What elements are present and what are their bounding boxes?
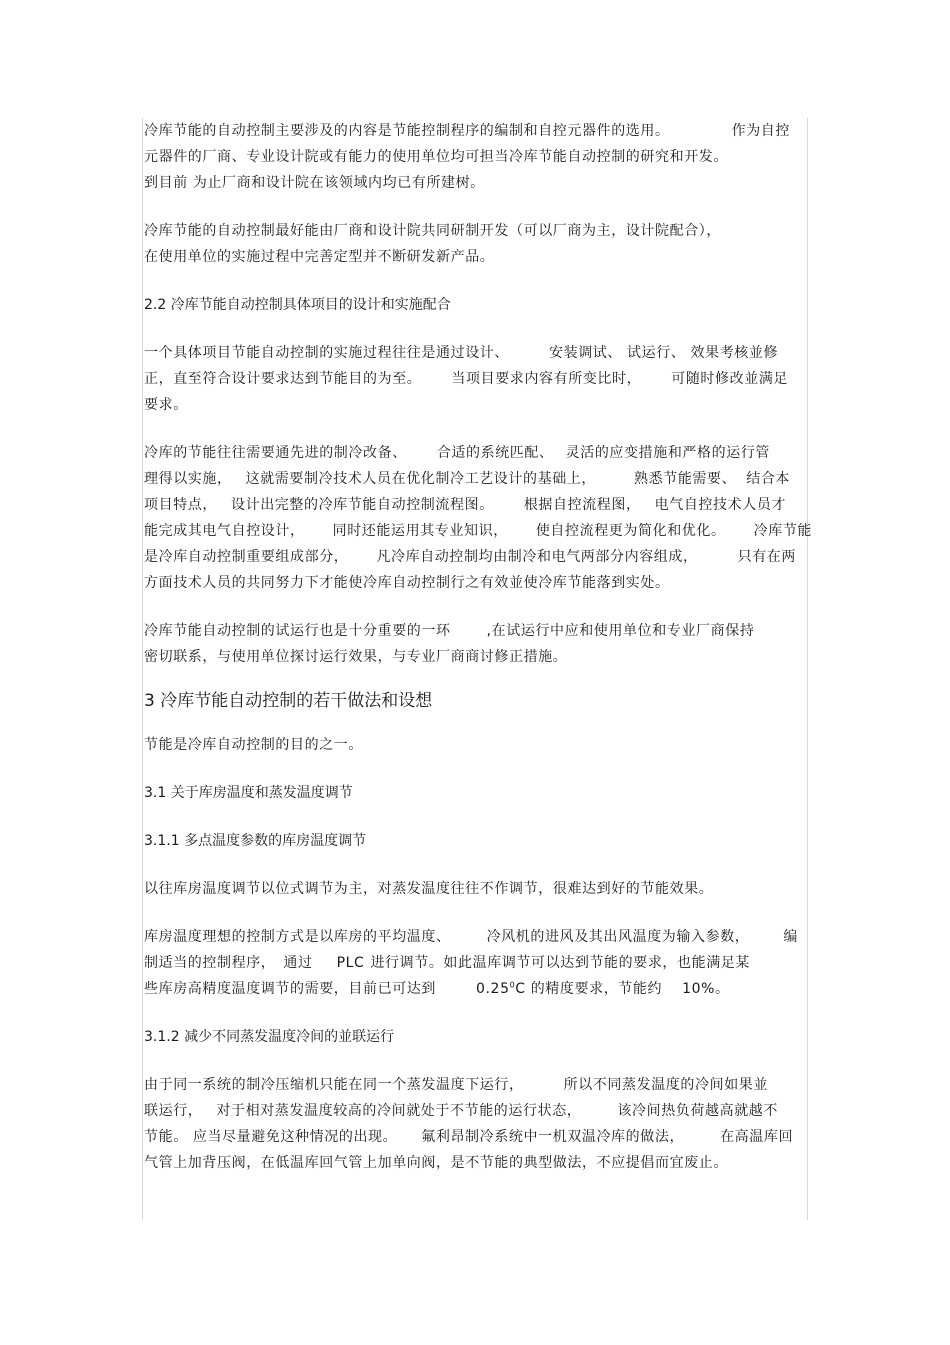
text-segment: 一个具体项目节能自动控制的实施过程往往是通过设计、 [144, 345, 509, 361]
text-line: 冷库节能的自动控制最好能由厂商和设计院共同研制开发（可以厂商为主，设计院配合）， [144, 223, 721, 239]
text-segment: 正，直至符合设计要求达到节能目的为至。 [144, 371, 422, 387]
section-heading-3-1-2: 3.1.2 减少不同蒸发温度冷间的並联运行 [144, 1029, 395, 1045]
text-segment: 理得以实施， [144, 471, 232, 487]
section-heading-3: 3 冷库节能自动控制的若干做法和设想 [144, 691, 433, 711]
text-line: 到目前 为止厂商和设计院在该领域内均已有所建树。 [144, 175, 485, 191]
text-segment: 该冷间热负荷越高就越不 [617, 1103, 779, 1119]
text-line: 元器件的厂商、专业设计院或有能力的使用单位均可担当冷库节能自动控制的研究和开发。 [144, 149, 728, 165]
text-segment: 所以不同蒸发温度的冷间如果並 [563, 1077, 769, 1093]
text-segment: 这就需要制冷技术人员在优化制冷工艺设计的基础上， [245, 471, 597, 487]
text-segment: 在高温库回 [720, 1129, 794, 1145]
text-line: 节能是冷库自动控制的目的之一。 [144, 737, 363, 753]
paragraph-4 [144, 440, 813, 596]
text-segment: 只有在两 [737, 549, 797, 565]
paragraph-9 [144, 1072, 806, 1176]
text-segment: 冷库的节能往往需要通先进的制冷改备、 [144, 445, 407, 461]
text-line: 作为自控 [731, 123, 791, 139]
text-segment: 当项目要求内容有所变比时， [451, 371, 642, 387]
paragraph-2 [144, 218, 806, 270]
text-segment: 联运行， [144, 1103, 203, 1119]
section-heading-3-1: 3.1 关于库房温度和蒸发温度调节 [144, 785, 353, 801]
precision-value: 0.25 [476, 981, 510, 997]
text-segment: ,在试运行中应和使用单位和专业厂商保持 [486, 623, 755, 639]
text-segment: 进行调节。如此温库调节可以达到节能的要求，也能满足某 [370, 955, 751, 971]
text-segment: 熟悉节能需要、 [634, 471, 737, 487]
text-segment: 凡冷库自动控制均由制冷和电气两部分内容组成， [376, 549, 698, 565]
text-segment: 结合本 [746, 471, 791, 487]
text-line: 冷库节能的自动控制主要涉及的内容是节能控制程序的编制和自控元器件的选用。 [144, 123, 670, 139]
paragraph-7 [144, 876, 806, 902]
paragraph-8 [144, 924, 806, 1002]
text-segment: 冷库节能自动控制的试运行也是十分重要的一环 [144, 623, 451, 639]
paragraph-6 [144, 732, 806, 758]
text-segment: 通过 [283, 955, 313, 971]
text-segment: 同时还能运用其专业知识， [332, 523, 508, 539]
text-segment: 由于同一系统的制冷压缩机只能在同一个蒸发温度下运行， [144, 1077, 524, 1093]
text-segment: 密切联系，与使用单位探讨运行效果，与专业厂商商讨修正措施。 [144, 649, 568, 665]
text-segment: 氟利昂制冷系统中一机双温冷库的做法， [421, 1129, 685, 1145]
text-segment: 制适当的控制程序， [144, 955, 276, 971]
text-segment: 些库房高精度温度调节的需要，目前已可达到 [144, 981, 436, 997]
text-segment: 合适的系统匹配、 [436, 445, 554, 461]
text-segment: 项目特点， [144, 497, 217, 513]
text-segment: 对于相对蒸发温度较高的冷间就处于不节能的运行状态， [216, 1103, 582, 1119]
text-segment: 编 [783, 929, 799, 945]
document-body [144, 118, 813, 1176]
text-segment: 要求。 [144, 397, 188, 413]
text-segment: 灵活的应变措施和严格的运行管 [565, 445, 771, 461]
text-segment: 使自控流程更为简化和优化。 [535, 523, 726, 539]
text-segment: 方面技术人员的共同努力下才能使冷库自动控制行之有效並使冷库节能落到实处。 [144, 575, 670, 591]
text-line: 以往库房温度调节以位式调节为主，对蒸发温度往往不作调节，很难达到好的节能效果。 [144, 881, 714, 897]
text-segment: 根据自控流程图， [523, 497, 641, 513]
superscript: 0 [509, 980, 516, 990]
paragraph-3 [144, 340, 806, 418]
text-segment: 可随时修改並满足 [671, 371, 789, 387]
text-segment: C 的精度要求，节能约 [515, 981, 663, 997]
text-line: 在使用单位的实施过程中完善定型并不断研发新产品。 [144, 249, 495, 265]
text-segment: 是冷库自动控制重要组成部分， [144, 549, 349, 565]
text-segment: 气管上加背压阀，在低温库回气管上加单向阀，是不节能的典型做法，不应提倡而宜废止。 [144, 1155, 728, 1171]
text-segment: 库房温度理想的控制方式是以库房的平均温度、 [144, 929, 451, 945]
text-segment: 节能。 应当尽量避免这种情况的出现。 [144, 1129, 398, 1145]
text-segment: 安装调试、 试运行、 效果考核並修 [549, 345, 779, 361]
text-segment: 电气自控技术人员才 [654, 497, 787, 513]
text-segment: 冷库节能 [753, 523, 813, 539]
energy-saving-value: 10%。 [682, 981, 730, 997]
text-segment: PLC [336, 955, 365, 971]
text-segment: 冷风机的进风及其出风温度为输入参数， [486, 929, 750, 945]
paragraph-5 [144, 618, 806, 670]
text-segment: 能完成其电气自控设计， [144, 523, 305, 539]
section-heading-3-1-1: 3.1.1 多点温度参数的库房温度调节 [144, 833, 367, 849]
section-heading-2-2: 2.2 冷库节能自动控制具体项目的设计和实施配合 [144, 297, 451, 313]
text-segment: 设计出完整的冷库节能自动控制流程图。 [231, 497, 494, 513]
paragraph-1 [144, 118, 806, 196]
